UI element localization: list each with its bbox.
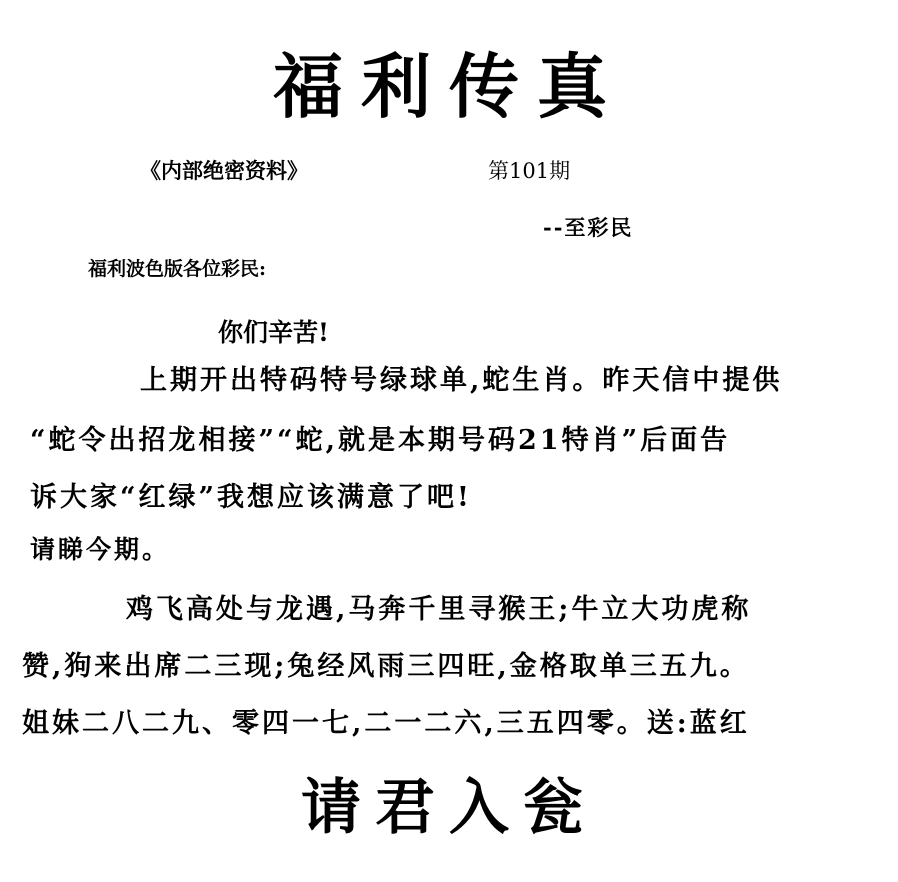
page-title: 福利传真: [273, 45, 625, 128]
body-line-4: 请睇今期。: [30, 535, 171, 564]
body-line-5: 鸡飞高处与龙遇,马奔千里寻猴王;牛立大功虎称: [126, 594, 752, 625]
footer-title: 请君入瓮: [301, 773, 597, 843]
body-line-6: 赞,狗来出席二三现;兔经风雨三四旺,金格取单三五九。: [22, 651, 750, 682]
signoff-text: --至彩民: [543, 215, 634, 240]
body-line-7: 姐妹二八二九、零四一七,二一二六,三五四零。送:蓝红: [22, 708, 750, 739]
body-line-3: 诉大家“红绿”我想应该满意了吧!: [30, 482, 472, 513]
greeting-line: 福利波色版各位彩民:: [88, 258, 267, 280]
body-line-2: “蛇令出招龙相接”“蛇,就是本期号码21特肖”后面告: [30, 425, 731, 456]
hello-text: 你们辛苦!: [218, 318, 329, 347]
body-line-1: 上期开出特码特号绿球单,蛇生肖。昨天信中提供: [140, 365, 783, 396]
issue-number: 第101期: [488, 159, 571, 183]
document-subtitle: 《内部绝密资料》: [140, 158, 308, 183]
